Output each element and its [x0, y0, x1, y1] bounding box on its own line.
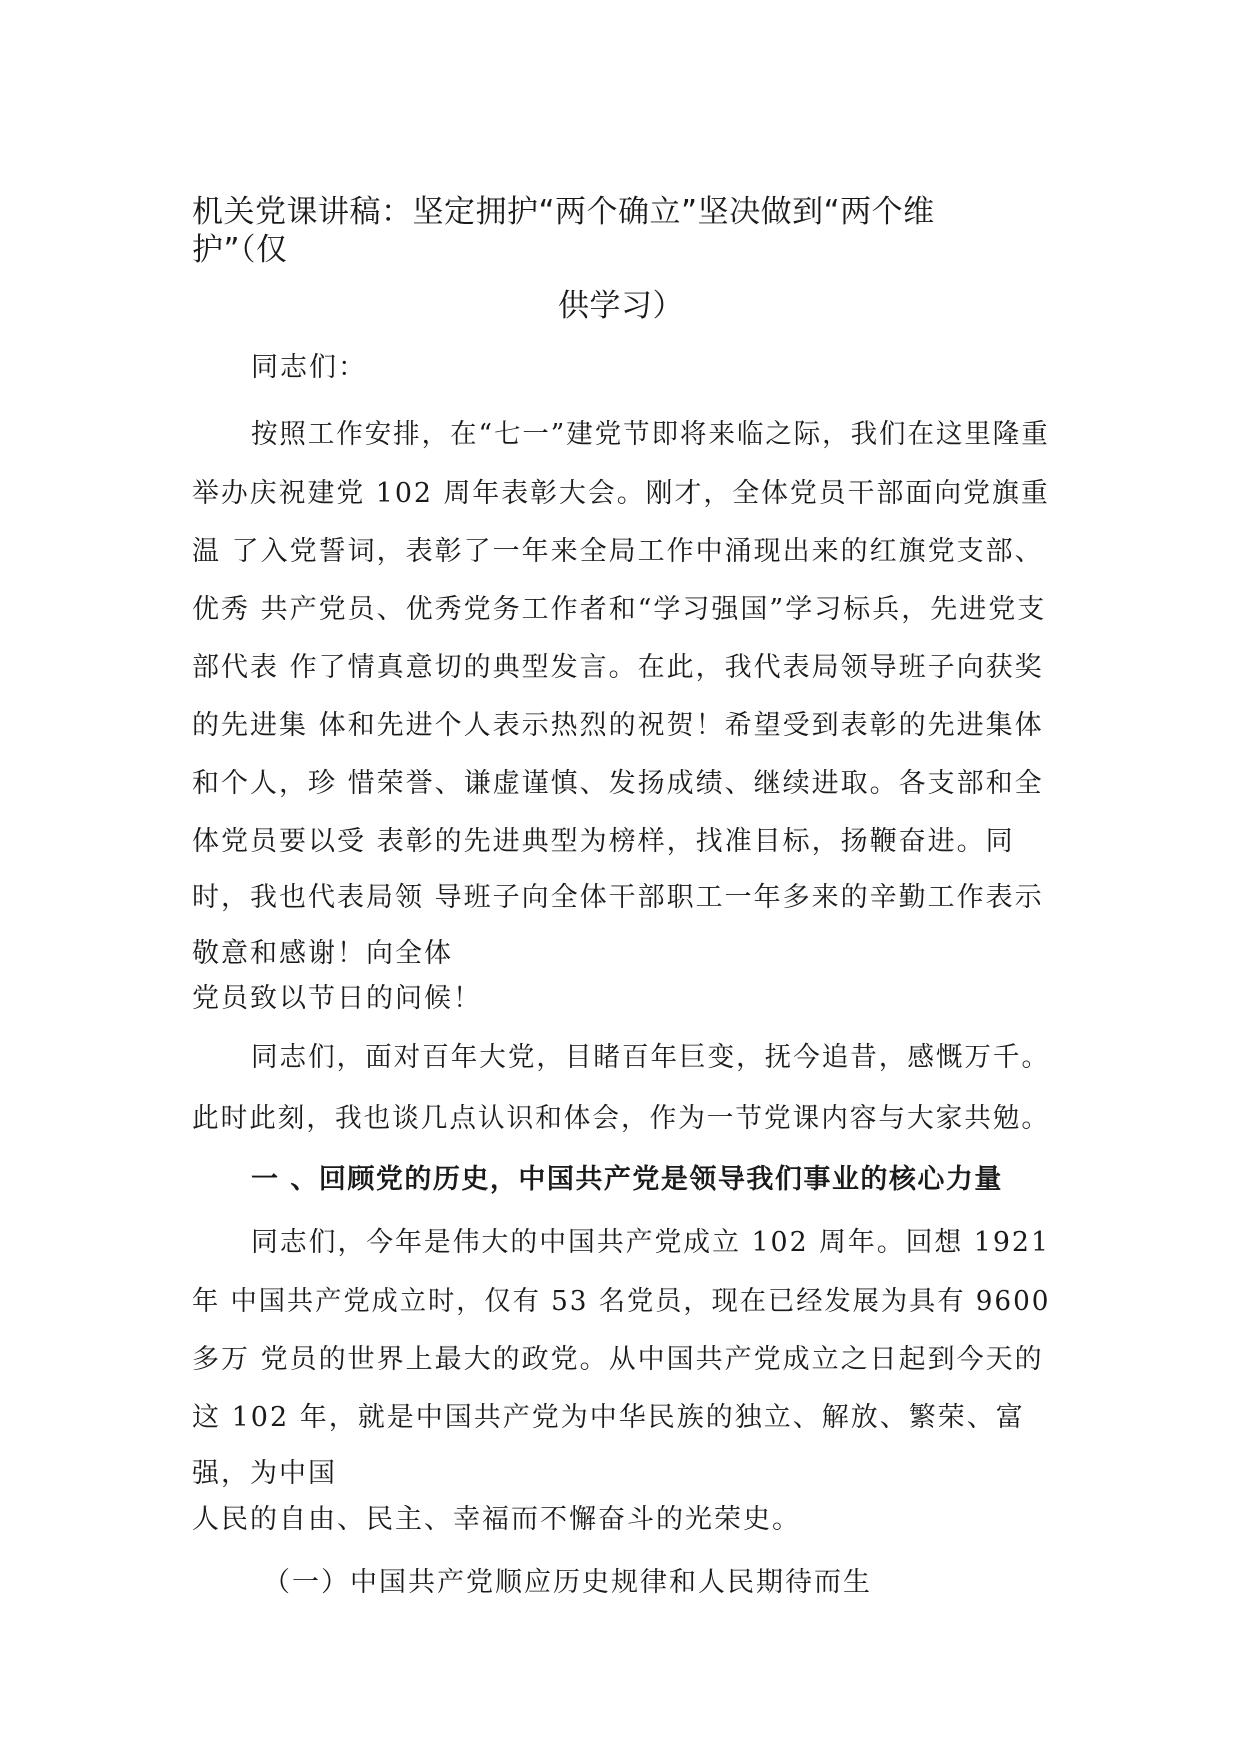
- paragraph-3-line-4: 这 102 年，就是中国共产党为中华民族的独立、解放、繁荣、富: [192, 1402, 1025, 1433]
- paragraph-1-line-3: 温 了入党誓词，表彰了一年来全局工作中涌现出来的红旗党支部、: [192, 536, 1044, 567]
- paragraph-1-line-5: 部代表 作了情真意切的典型发言。在此，我代表局领导班子向获奖: [192, 652, 1044, 683]
- salutation: 同志们：: [251, 352, 367, 383]
- paragraph-2-line-1: 同志们，面对百年大党，目睹百年巨变，抚今追昔，感慨万千。: [251, 1042, 1051, 1073]
- paragraph-1-line-1: 按照工作安排，在“七一”建党节即将来临之际，我们在这里隆重: [251, 419, 1050, 450]
- paragraph-3-line-2: 年 中国共产党成立时，仅有 53 名党员，现在已经发展为具有 9600: [192, 1286, 1051, 1317]
- paragraph-1-line-2: 举办庆祝建党 102 周年表彰大会。刚才，全体党员干部面向党旗重: [192, 478, 1050, 509]
- paragraph-1-line-7: 和个人，珍 惜荣誉、谦虚谨慎、发扬成绩、继续进取。各支部和全: [192, 768, 1044, 799]
- paragraph-3-line-5: 强，为中国: [192, 1458, 337, 1489]
- paragraph-1-line-10: 敬意和感谢！向全体: [192, 938, 453, 969]
- paragraph-1-line-4: 优秀 共产党员、优秀党务工作者和“学习强国”学习标兵，先进党支: [192, 594, 1047, 625]
- document-title-line-1: 机关党课讲稿：坚定拥护“两个确立”坚决做到“两个维: [192, 194, 935, 230]
- paragraph-1-line-11: 党员致以节日的问候！: [192, 983, 482, 1014]
- paragraph-1-line-8: 体党员要以受 表彰的先进典型为榜样，找准目标，扬鞭奋进。同: [192, 826, 1015, 857]
- paragraph-1-line-6: 的先进集 体和先进个人表示热烈的祝贺！希望受到表彰的先进集体: [192, 710, 1044, 741]
- document-title-line-3: 供学习）: [558, 288, 684, 324]
- subsection-1-heading: （一）中国共产党顺应历史规律和人民期待而生: [263, 1567, 872, 1598]
- paragraph-2-line-2: 此时此刻，我也谈几点认识和体会，作为一节党课内容与大家共勉。: [192, 1103, 1050, 1134]
- paragraph-1-line-9: 时，我也代表局领 导班子向全体干部职工一年多来的辛勤工作表示: [192, 882, 1044, 913]
- paragraph-3-line-6: 人民的自由、民主、幸福而不懈奋斗的光荣史。: [192, 1504, 801, 1535]
- paragraph-3-line-1: 同志们，今年是伟大的中国共产党成立 102 周年。回想 1921: [251, 1227, 1051, 1258]
- paragraph-3-line-3: 多万 党员的世界上最大的政党。从中国共产党成立之日起到今天的: [192, 1344, 1044, 1375]
- document-title-line-2: 护”（仅: [192, 232, 288, 268]
- section-1-heading: 一 、回顾党的历史，中国共产党是领导我们事业的核心力量: [251, 1164, 1003, 1195]
